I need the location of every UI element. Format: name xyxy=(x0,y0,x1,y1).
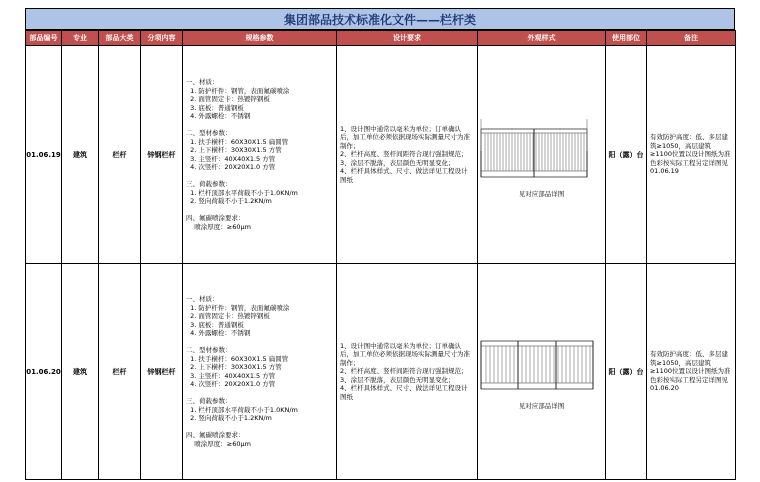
table-row xyxy=(26,46,736,264)
row-appearance xyxy=(478,264,606,480)
railing-balusters xyxy=(486,346,590,383)
col-code: 部品编号 xyxy=(26,31,62,46)
row-discipline: 建筑 xyxy=(62,46,99,264)
row-category: 栏杆 xyxy=(99,264,141,480)
row-code: 01.06.19 xyxy=(26,46,62,264)
row-note xyxy=(647,46,736,264)
header-row xyxy=(26,31,736,46)
row-spec xyxy=(183,264,337,480)
spec-table xyxy=(25,30,736,480)
req-line: 2、栏杆高度、竖杆间距符合现行强制规范； xyxy=(340,150,468,159)
note-text: 有效防护高度：低、多层建筑≥1050，高层建筑≥1100位置以设计图纸为准色彩按实际工程另定详图见 01.06.19 xyxy=(650,133,731,176)
spec-text: 一、材质： 1. 防护杆件：钢管，表面氟碳喷涂 2. 面管固定卡：热镀锌钢板 3. 底板：普通钢板 4. 外露螺栓：不锈钢 二、型材参数： 1. 扶手横杆：60X30X1.5 扁圆管 2. 上下横杆：30X30X1.5 方管 3. 主竖杆：40X40X1.5 方管 4. 次竖杆：20X20X1.0 方管 三、荷载参数： 1. 栏杆顶部水平荷载不小于1.0KN/m 2. 竖向荷载不小于1.2KN/m 四、氟碳喷涂要求： 喷涂厚度：≥60μm xyxy=(186,295,298,448)
railing-drawing xyxy=(478,111,590,181)
appearance-caption: 见对应部品详图 xyxy=(518,190,565,198)
row-location: 阳（露）台 xyxy=(606,46,647,264)
req-line: 4、栏杆具体样式、尺寸、做法详见工程设计图纸 xyxy=(340,167,468,184)
row-category: 栏杆 xyxy=(99,46,141,264)
sheet-title: 集团部品技术标准化文件——栏杆类 xyxy=(25,8,735,30)
req-line: 1、设计图中通常以毫米为单位；订单确认后，加工单位必须依据现场实际测量尺寸为准制作； xyxy=(340,124,470,150)
col-appearance: 外观样式 xyxy=(478,31,606,46)
row-requirements xyxy=(337,264,478,480)
appearance-caption: 见对应部品详图 xyxy=(518,402,565,410)
spec-text: 一、材质： 1. 防护杆件：钢管，表面氟碳喷涂 2. 面管固定卡：热镀锌钢板 3. 底板：普通钢板 4. 外露螺栓：不锈钢 二、型材参数： 1. 扶手横杆：60X30X1.5 扁圆管 2. 上下横杆：30X30X1.5 方管 3. 主竖杆：40X40X1.5 方管 4. 次竖杆：20X20X1.0 方管 三、荷载参数： 1. 栏杆顶部水平荷载不小于1.0KN/m 2. 竖向荷载不小于1.2KN/m 四、氟碳喷涂要求： 喷涂厚度：≥60μm xyxy=(186,78,298,231)
row-location: 阳（露）台 xyxy=(606,264,647,480)
col-requirements: 设计要求 xyxy=(337,31,478,46)
note-text: 有效防护高度：低、多层建筑≥1050，高层建筑≥1100位置以设计图纸为准色彩按实际工程另定详图见 01.06.20 xyxy=(650,350,731,393)
row-code: 01.06.20 xyxy=(26,264,62,480)
row-spec xyxy=(183,46,337,264)
req-line: 3、涂层不脱落，表层颜色无明显变化； xyxy=(340,375,455,384)
row-appearance xyxy=(478,46,606,264)
col-discipline: 专业 xyxy=(62,31,99,46)
row-note xyxy=(647,264,736,480)
railing-drawing xyxy=(478,333,596,393)
req-line: 1、设计图中通常以毫米为单位；订单确认后，加工单位必须依据现场实际测量尺寸为准制作； xyxy=(340,341,470,367)
standard-sheet xyxy=(25,8,735,480)
req-line: 4、栏杆具体样式、尺寸、做法详见工程设计图纸 xyxy=(340,384,468,401)
col-location: 使用部位 xyxy=(606,31,647,46)
col-category: 部品大类 xyxy=(99,31,141,46)
col-note: 备注 xyxy=(647,31,736,46)
row-requirements xyxy=(337,46,478,264)
col-item: 分项内容 xyxy=(141,31,183,46)
row-discipline: 建筑 xyxy=(62,264,99,480)
table-row xyxy=(26,264,736,480)
req-line: 2、栏杆高度、竖杆间距符合现行强制规范； xyxy=(340,367,468,376)
requirements-text xyxy=(337,123,477,187)
requirements-text xyxy=(337,340,477,404)
col-spec: 规格参数 xyxy=(183,31,337,46)
row-item: 锌钢栏杆 xyxy=(141,264,183,480)
req-line: 3、涂层不脱落，表层颜色无明显变化； xyxy=(340,158,455,167)
row-item: 锌钢栏杆 xyxy=(141,46,183,264)
